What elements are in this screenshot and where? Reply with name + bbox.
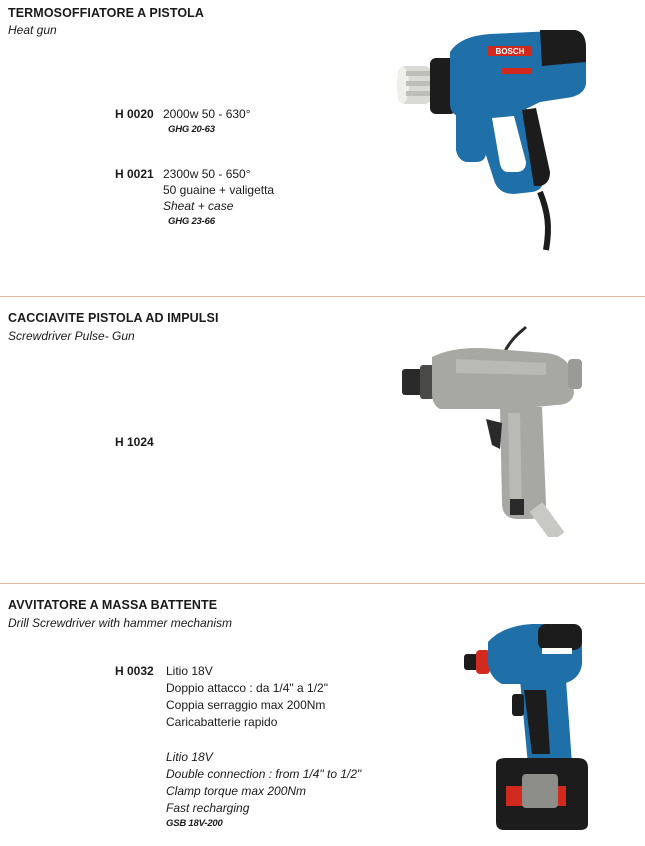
spec-line: Coppia serraggio max 200Nm	[166, 698, 326, 712]
spec-line: 2300w 50 - 650°	[163, 167, 251, 181]
spec-line: 2000w 50 - 630°	[163, 107, 251, 121]
product-code: H 0021	[115, 167, 154, 181]
pneumatic-pulse-screwdriver-icon	[396, 323, 592, 537]
spec-line: Litio 18V	[166, 664, 213, 678]
heat-gun-icon	[390, 22, 590, 254]
section-subtitle: Heat gun	[8, 23, 57, 37]
product-code: H 1024	[115, 435, 154, 449]
brand-logo: BOSCH	[495, 47, 525, 56]
spec-line: Caricabatterie rapido	[166, 715, 278, 729]
section-title: CACCIAVITE PISTOLA AD IMPULSI	[8, 311, 219, 325]
spec-line: 50 guaine + valigetta	[163, 183, 275, 197]
model-number: GHG 20-63	[168, 124, 215, 135]
spec-line-english: Double connection : from 1/4" to 1/2"	[166, 767, 362, 781]
section-pulse-screwdriver	[0, 297, 645, 583]
section-heat-gun	[0, 0, 645, 296]
section-title: AVVITATORE A MASSA BATTENTE	[8, 598, 218, 612]
section-impact-driver	[0, 584, 645, 846]
model-number: GSB 18V-200	[166, 818, 223, 829]
spec-line-english: Litio 18V	[166, 750, 213, 764]
spec-line: Doppio attacco : da 1/4" a 1/2"	[166, 681, 328, 695]
section-subtitle: Screwdriver Pulse- Gun	[8, 329, 135, 343]
spec-line-english: Clamp torque max 200Nm	[166, 784, 307, 798]
product-code: H 0032	[115, 664, 154, 678]
spec-line-english: Sheat + case	[163, 199, 234, 213]
product-code: H 0020	[115, 107, 154, 121]
section-subtitle: Drill Screwdriver with hammer mechanism	[8, 616, 233, 630]
model-number: GHG 23-66	[168, 216, 215, 227]
spec-line-english: Fast recharging	[166, 801, 250, 815]
section-title: TERMOSOFFIATORE A PISTOLA	[8, 6, 205, 20]
cordless-impact-driver-icon	[462, 614, 592, 832]
